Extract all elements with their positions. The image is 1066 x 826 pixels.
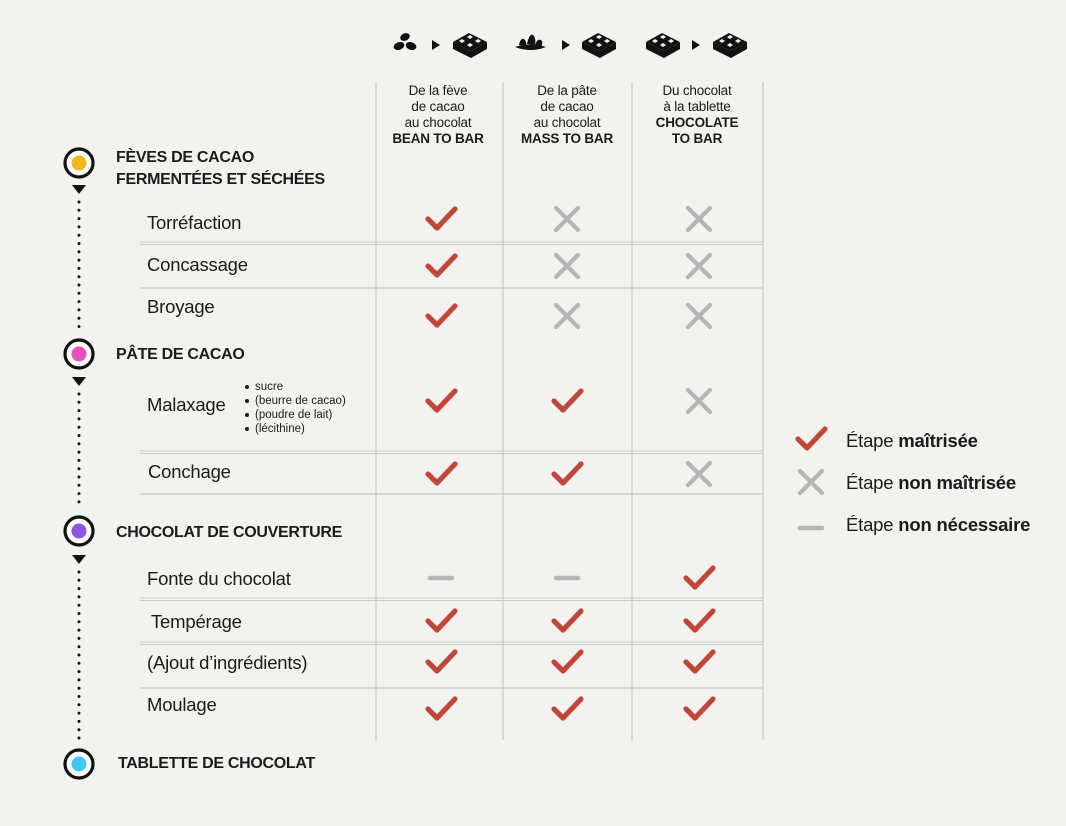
check-mark [428, 699, 455, 718]
phase-couverture: CHOCOLAT DE COUVERTURE [116, 524, 342, 541]
check-mark [428, 209, 455, 228]
step-conchage: Conchage [148, 461, 231, 482]
check-mark [554, 391, 581, 410]
step-ajout-ingredients: (Ajout d’ingrédients) [147, 652, 308, 673]
phase-beans: FÈVES DE CACAO FERMENTÉES ET SÉCHÉES [116, 149, 325, 188]
check-mark [428, 611, 455, 630]
cross-mark [688, 255, 710, 277]
ingredient-item: (beurre de cacao) [244, 394, 346, 408]
check-mark [686, 568, 713, 587]
cross-mark [688, 463, 710, 485]
check-mark [686, 652, 713, 671]
legend-label-not-mastered: Étape non maîtrisée [846, 472, 1016, 493]
legend-label-not-needed: Étape non nécessaire [846, 514, 1031, 535]
check-mark [428, 256, 455, 275]
cross-mark [688, 390, 710, 412]
ingredient-item: (lécithine) [244, 422, 346, 436]
check-mark [428, 652, 455, 671]
check-mark [554, 611, 581, 630]
check-mark [428, 464, 455, 483]
phase-cocoa-paste: PÂTE DE CACAO [116, 346, 245, 363]
cross-mark [556, 255, 578, 277]
cross-mark [556, 305, 578, 327]
step-broyage: Broyage [147, 296, 215, 317]
step-temperage: Tempérage [151, 611, 242, 632]
check-mark [554, 699, 581, 718]
legend-cross-mark [800, 471, 822, 493]
check-mark [554, 464, 581, 483]
column-header-mass-to-bar: De la pâte de cacao au chocolat MASS TO BAR [520, 83, 614, 146]
check-mark [428, 391, 455, 410]
step-fonte: Fonte du chocolat [147, 568, 291, 589]
check-mark [428, 306, 455, 325]
step-moulage: Moulage [147, 694, 217, 715]
column-header-chocolate-to-bar: Du chocolat à la tablette CHOCOLATE TO BAR [655, 83, 739, 146]
ingredient-item: sucre [244, 380, 346, 394]
ingredient-item: (poudre de lait) [244, 408, 346, 422]
cross-mark [688, 208, 710, 230]
cross-mark [688, 305, 710, 327]
step-concassage: Concassage [147, 254, 248, 275]
cross-mark [556, 208, 578, 230]
step-torrefaction: Torréfaction [147, 212, 242, 233]
legend-label-mastered: Étape maîtrisée [846, 430, 978, 451]
legend-check-mark [798, 429, 825, 448]
check-mark [686, 699, 713, 718]
step-malaxage: Malaxage [147, 394, 226, 415]
check-mark [554, 652, 581, 671]
check-mark [686, 611, 713, 630]
column-header-bean-to-bar: De la fève de cacao au chocolat BEAN TO BAR [392, 83, 484, 146]
phase-tablet: TABLETTE DE CHOCOLAT [118, 755, 315, 772]
